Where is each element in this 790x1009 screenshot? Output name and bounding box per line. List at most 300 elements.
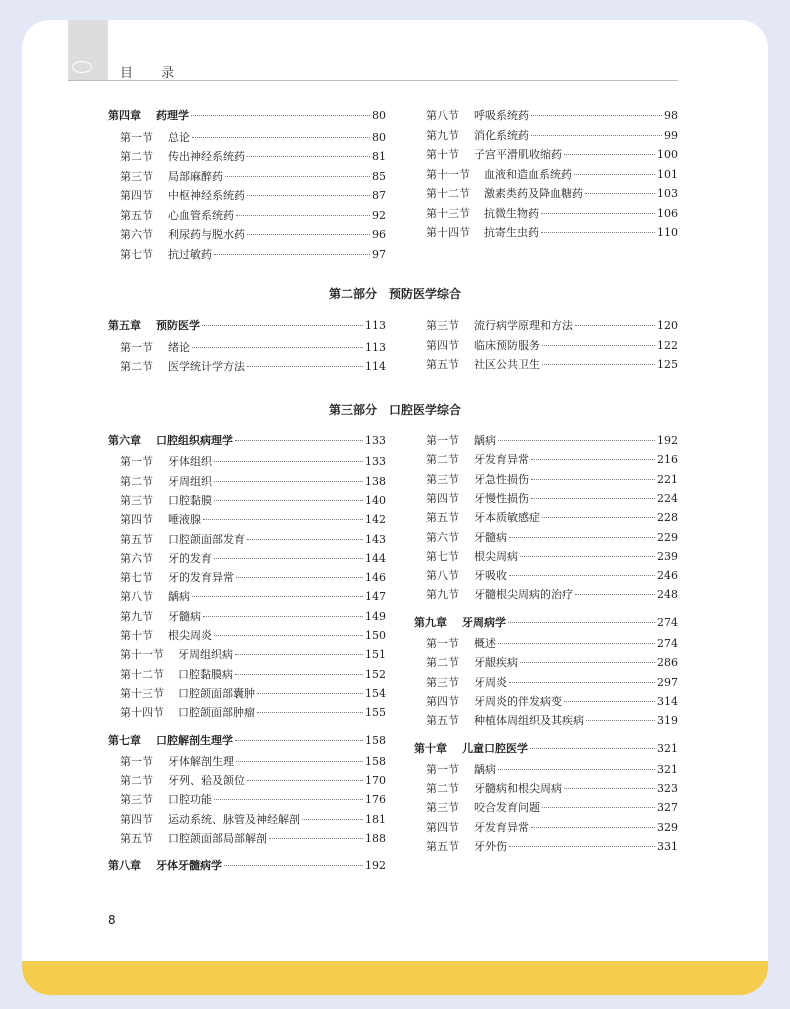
toc-section-entry[interactable]	[426, 820, 678, 836]
toc-entry-title: 概述	[474, 637, 496, 650]
toc-entry-title: 药理学	[156, 109, 189, 122]
toc-entry-number: 第一节	[426, 637, 459, 650]
toc-dot-leader	[236, 215, 370, 216]
toc-chapter-entry[interactable]	[108, 108, 386, 124]
toc-dot-leader	[202, 325, 363, 326]
toc-entry-number: 第三节	[426, 319, 459, 332]
toc-entry-label	[120, 474, 212, 490]
toc-entry-label	[426, 357, 540, 373]
toc-section-entry[interactable]	[426, 338, 678, 354]
toc-section-entry[interactable]	[426, 472, 678, 488]
toc-entry-label	[108, 108, 189, 124]
toc-entry-title: 牙髓病	[168, 609, 201, 623]
toc-chapter-entry[interactable]	[108, 858, 386, 874]
toc-entry-page: 239	[657, 549, 678, 563]
toc-section-entry[interactable]	[120, 474, 386, 490]
toc-entry-title: 根尖周炎	[168, 629, 212, 642]
toc-entry-page: 101	[657, 167, 678, 181]
toc-dot-leader	[520, 662, 655, 663]
toc-entry-page: 96	[372, 228, 386, 241]
toc-entry-page: 151	[365, 648, 386, 662]
toc-entry-title: 牙周炎的伴发病变	[474, 694, 562, 708]
toc-entry-label	[426, 839, 507, 855]
toc-dot-leader	[225, 176, 370, 177]
toc-entry-number: 第二节	[426, 782, 459, 796]
page-card	[22, 20, 768, 995]
toc-entry-title: 预防医学	[156, 319, 200, 332]
toc-entry-number: 第十节	[120, 629, 153, 642]
toc-section-entry[interactable]	[120, 686, 386, 702]
toc-entry-page: 87	[372, 189, 386, 202]
toc-entry-number: 第八节	[426, 569, 459, 583]
toc-entry-title: 牙发育异常	[474, 820, 529, 834]
toc-entry-label	[120, 705, 255, 721]
toc-entry-title: 咬合发育问题	[474, 801, 540, 815]
toc-entry-title: 牙周炎	[474, 675, 507, 689]
toc-entry-label	[120, 647, 233, 663]
toc-section-entry[interactable]	[120, 359, 386, 375]
toc-section-entry[interactable]	[120, 667, 386, 683]
toc-dot-leader	[257, 712, 363, 713]
toc-entry-label	[120, 686, 255, 702]
toc-entry-title: 牙体组织	[168, 455, 212, 469]
toc-dot-leader	[247, 539, 363, 540]
toc-entry-number: 第五节	[426, 714, 459, 728]
toc-entry-page: 106	[657, 206, 678, 220]
toc-section-entry[interactable]	[426, 318, 678, 334]
toc-entry-label	[120, 188, 245, 204]
toc-dot-leader	[542, 517, 655, 518]
toc-entry-title: 牙周组织病	[178, 648, 233, 662]
toc-entry-page: 113	[365, 340, 386, 354]
toc-dot-leader	[564, 701, 655, 702]
toc-dot-leader	[575, 594, 655, 595]
toc-section-entry[interactable]	[426, 530, 678, 546]
toc-entry-number: 第四节	[426, 491, 459, 505]
toc-section-entry[interactable]	[120, 609, 386, 625]
toc-dot-leader	[530, 748, 655, 749]
toc-entry-page: 229	[657, 530, 678, 544]
toc-entry-title: 口腔解剖生理学	[156, 733, 233, 747]
toc-entry-title: 牙的发育异常	[168, 571, 234, 585]
toc-entry-page: 321	[657, 762, 678, 776]
toc-entry-number: 第五节	[426, 358, 459, 371]
toc-entry-label	[120, 493, 212, 509]
toc-entry-page: 327	[657, 801, 678, 815]
toc-entry-title: 根尖周病	[474, 549, 518, 563]
toc-entry-page: 176	[365, 793, 386, 807]
toc-dot-leader	[236, 577, 363, 578]
toc-entry-title: 牙急性损伤	[474, 472, 529, 486]
toc-entry-title: 激素类药及降血糖药	[484, 187, 583, 200]
toc-entry-number: 第十四节	[426, 226, 470, 239]
toc-entry-number: 第二节	[426, 453, 459, 467]
toc-dot-leader	[214, 500, 363, 501]
toc-section-entry[interactable]	[120, 705, 386, 721]
toc-section-entry[interactable]	[426, 587, 678, 603]
toc-entry-title: 龋病	[168, 590, 190, 604]
toc-section-entry[interactable]	[120, 754, 386, 770]
toc-entry-number: 第八节	[120, 590, 153, 604]
toc-entry-title: 种植体周组织及其疾病	[474, 714, 584, 728]
toc-section-entry[interactable]	[120, 227, 386, 243]
toc-entry-page: 319	[657, 714, 678, 728]
toc-dot-leader	[508, 622, 655, 623]
toc-section-entry[interactable]	[120, 169, 386, 185]
toc-entry-label	[414, 741, 528, 757]
toc-entry-number: 第十二节	[120, 667, 164, 681]
toc-section-entry[interactable]	[426, 206, 678, 222]
toc-entry-label	[426, 510, 540, 526]
toc-entry-page: 114	[365, 360, 386, 373]
toc-entry-page: 133	[365, 434, 386, 447]
toc-dot-leader	[498, 643, 655, 644]
toc-entry-page: 138	[365, 474, 386, 488]
toc-entry-label	[120, 130, 190, 146]
toc-dot-leader	[574, 174, 655, 175]
toc-entry-label	[120, 812, 300, 828]
toc-dot-leader	[224, 865, 363, 866]
toc-chapter-entry[interactable]	[414, 741, 678, 757]
toc-entry-number: 第九节	[426, 588, 459, 602]
toc-dot-leader	[520, 556, 655, 557]
toc-section-entry[interactable]	[120, 647, 386, 663]
toc-entry-title: 牙髓根尖周病的治疗	[474, 588, 573, 602]
toc-entry-title: 运动系统、脉管及神经解剖	[168, 812, 300, 826]
toc-dot-leader	[236, 761, 363, 762]
toc-entry-label	[426, 694, 562, 710]
toc-section-entry[interactable]	[120, 130, 386, 146]
toc-section-entry[interactable]	[120, 493, 386, 509]
header-divider	[68, 80, 678, 81]
toc-entry-number: 第七章	[108, 733, 141, 747]
toc-section-entry[interactable]	[426, 510, 678, 526]
toc-entry-label	[426, 491, 529, 507]
toc-section-entry[interactable]	[426, 167, 678, 183]
toc-entry-page: 122	[657, 338, 678, 352]
toc-entry-label	[426, 549, 518, 565]
toc-section-entry[interactable]	[120, 208, 386, 224]
toc-section-entry[interactable]	[426, 452, 678, 468]
toc-entry-page: 120	[657, 319, 678, 332]
toc-section-entry[interactable]	[120, 773, 386, 789]
toc-section-entry[interactable]	[120, 831, 386, 847]
toc-entry-title: 临床预防服务	[474, 338, 540, 352]
toc-entry-label	[426, 186, 583, 202]
book-logo-icon	[72, 61, 92, 73]
toc-dot-leader	[498, 769, 655, 770]
toc-section-entry[interactable]	[120, 512, 386, 528]
toc-entry-title: 传出神经系统药	[168, 150, 245, 163]
toc-entry-number: 第六节	[120, 551, 153, 565]
toc-entry-title: 口腔组织病理学	[156, 434, 233, 447]
toc-chapter-entry[interactable]	[414, 615, 678, 631]
toc-dot-leader	[192, 596, 363, 597]
toc-entry-title: 口腔颌面部局部解剖	[168, 832, 267, 845]
toc-entry-label	[426, 587, 573, 603]
toc-entry-number: 第四节	[426, 338, 459, 352]
toc-section-entry[interactable]	[426, 128, 678, 144]
toc-entry-page: 110	[657, 226, 678, 239]
toc-dot-leader	[214, 558, 363, 559]
toc-entry-label	[108, 318, 200, 334]
toc-entry-number: 第五节	[426, 840, 459, 853]
toc-section-entry[interactable]	[120, 149, 386, 165]
toc-entry-number: 第五节	[120, 832, 153, 845]
toc-entry-title: 牙周组织	[168, 474, 212, 488]
toc-dot-leader	[235, 740, 363, 741]
toc-section-entry[interactable]	[120, 812, 386, 828]
toc-section-entry[interactable]	[426, 225, 678, 241]
toc-entry-title: 抗微生物药	[484, 206, 539, 220]
toc-section-entry[interactable]	[426, 147, 678, 163]
toc-entry-page: 224	[657, 491, 678, 505]
toc-chapter-entry[interactable]	[108, 733, 386, 749]
toc-dot-leader	[192, 137, 370, 138]
toc-entry-title: 中枢神经系统药	[168, 189, 245, 202]
toc-section-entry[interactable]	[426, 186, 678, 202]
toc-dot-leader	[214, 461, 363, 462]
toc-chapter-entry[interactable]	[108, 318, 386, 334]
toc-entry-page: 158	[365, 733, 386, 747]
toc-entry-number: 第九节	[120, 609, 153, 623]
toc-section-entry[interactable]	[120, 247, 386, 263]
toc-entry-title: 绪论	[168, 340, 190, 354]
toc-entry-number: 第二节	[426, 656, 459, 670]
toc-entry-label	[426, 108, 529, 124]
toc-entry-number: 第十三节	[426, 206, 470, 220]
toc-entry-title: 口腔颌面部发育	[168, 532, 245, 546]
toc-entry-title: 利尿药与脱水药	[168, 228, 245, 241]
toc-entry-title: 唾液腺	[168, 513, 201, 527]
toc-entry-label	[120, 227, 245, 243]
toc-entry-page: 329	[657, 820, 678, 834]
page-header-title: 目 录	[120, 66, 187, 81]
toc-entry-title: 龋病	[474, 434, 496, 447]
toc-section-entry[interactable]	[120, 188, 386, 204]
toc-entry-label	[426, 433, 496, 449]
toc-section-entry[interactable]	[426, 636, 678, 652]
toc-section-entry[interactable]	[426, 433, 678, 449]
toc-entry-title: 消化系统药	[474, 128, 529, 142]
toc-section-entry[interactable]	[426, 762, 678, 778]
toc-entry-number: 第三节	[426, 675, 459, 689]
toc-entry-page: 80	[372, 130, 386, 144]
toc-entry-page: 125	[657, 358, 678, 371]
toc-dot-leader	[247, 156, 370, 157]
toc-section-entry[interactable]	[426, 675, 678, 691]
toc-dot-leader	[191, 115, 370, 116]
toc-entry-label	[426, 655, 518, 671]
toc-section-entry[interactable]	[426, 781, 678, 797]
toc-entry-page: 152	[365, 667, 386, 681]
toc-entry-number: 第四节	[120, 812, 153, 826]
toc-section-entry[interactable]	[426, 568, 678, 584]
toc-entry-number: 第一节	[426, 434, 459, 447]
toc-entry-number: 第三节	[426, 801, 459, 815]
toc-entry-number: 第十节	[426, 148, 459, 161]
toc-entry-number: 第三节	[120, 793, 153, 807]
toc-entry-number: 第一节	[120, 455, 153, 469]
toc-dot-leader	[203, 519, 363, 520]
toc-entry-title: 牙外伤	[474, 840, 507, 853]
toc-entry-number: 第五节	[426, 511, 459, 525]
toc-section-entry[interactable]	[426, 549, 678, 565]
toc-entry-label	[120, 359, 245, 375]
toc-section-entry[interactable]	[120, 589, 386, 605]
toc-entry-title: 口腔黏膜病	[178, 667, 233, 681]
toc-entry-label	[120, 208, 234, 224]
toc-entry-page: 81	[372, 150, 386, 163]
toc-entry-label	[120, 831, 267, 847]
footer-band	[22, 961, 768, 995]
toc-entry-number: 第十二节	[426, 187, 470, 200]
toc-entry-label	[120, 754, 234, 770]
toc-entry-label	[120, 570, 234, 586]
toc-entry-label	[120, 773, 245, 789]
toc-entry-number: 第三节	[120, 169, 153, 183]
toc-entry-page: 192	[365, 859, 386, 873]
toc-dot-leader	[509, 537, 655, 538]
toc-entry-page: 297	[657, 675, 678, 689]
toc-dot-leader	[531, 459, 655, 460]
toc-entry-label	[426, 452, 529, 468]
toc-entry-page: 155	[365, 706, 386, 720]
toc-dot-leader	[531, 479, 655, 480]
toc-entry-label	[120, 667, 233, 683]
toc-entry-title: 牙体解剖生理	[168, 754, 234, 768]
toc-entry-label	[108, 733, 233, 749]
toc-dot-leader	[192, 347, 363, 348]
toc-entry-label	[108, 433, 233, 449]
toc-section-entry[interactable]	[426, 108, 678, 124]
toc-section-entry[interactable]	[426, 694, 678, 710]
page-number: 8	[108, 913, 116, 927]
toc-entry-label	[426, 675, 507, 691]
toc-entry-number: 第九节	[426, 128, 459, 142]
toc-dot-leader	[257, 693, 363, 694]
toc-section-entry[interactable]	[120, 628, 386, 644]
toc-entry-title: 牙发育异常	[474, 453, 529, 467]
toc-entry-page: 92	[372, 208, 386, 222]
toc-dot-leader	[214, 635, 363, 636]
toc-section-entry[interactable]	[120, 340, 386, 356]
toc-dot-leader	[531, 115, 662, 116]
toc-entry-title: 社区公共卫生	[474, 358, 540, 371]
toc-dot-leader	[214, 799, 363, 800]
toc-entry-title: 子宫平滑肌收缩药	[474, 148, 562, 161]
toc-entry-number: 第九章	[414, 615, 447, 629]
toc-entry-title: 牙龈疾病	[474, 656, 518, 670]
toc-entry-label	[426, 128, 529, 144]
toc-entry-page: 323	[657, 782, 678, 796]
toc-entry-title: 牙本质敏感症	[474, 511, 540, 525]
toc-dot-leader	[247, 780, 363, 781]
toc-dot-leader	[247, 195, 370, 196]
toc-dot-leader	[203, 616, 363, 617]
toc-entry-label	[120, 609, 201, 625]
toc-entry-label	[120, 551, 212, 567]
toc-entry-page: 140	[365, 493, 386, 507]
toc-entry-label	[426, 318, 573, 334]
toc-section-entry[interactable]	[426, 655, 678, 671]
toc-section-entry[interactable]	[426, 800, 678, 816]
toc-section-entry[interactable]	[120, 792, 386, 808]
toc-dot-leader	[269, 838, 363, 839]
part-heading-preventive: 第二部分 预防医学综合	[328, 287, 461, 301]
toc-dot-leader	[531, 498, 655, 499]
toc-entry-label	[426, 800, 540, 816]
toc-entry-page: 331	[657, 840, 678, 853]
toc-entry-page: 80	[372, 109, 386, 122]
toc-entry-page: 144	[365, 551, 386, 565]
toc-entry-title: 牙慢性损伤	[474, 491, 529, 505]
toc-entry-number: 第八章	[108, 859, 141, 873]
toc-dot-leader	[302, 819, 363, 820]
toc-entry-page: 99	[664, 128, 678, 142]
toc-section-entry[interactable]	[426, 713, 678, 729]
toc-entry-number: 第二节	[120, 150, 153, 163]
toc-entry-title: 牙体牙髓病学	[156, 859, 222, 873]
toc-entry-label	[120, 792, 212, 808]
toc-entry-number: 第七节	[120, 571, 153, 585]
toc-entry-label	[120, 589, 190, 605]
toc-section-entry[interactable]	[426, 491, 678, 507]
toc-dot-leader	[509, 682, 655, 683]
toc-entry-page: 133	[365, 455, 386, 469]
toc-entry-title: 牙周病学	[462, 615, 506, 629]
toc-chapter-entry[interactable]	[108, 433, 386, 449]
toc-entry-label	[120, 454, 212, 470]
toc-entry-number: 第五节	[120, 532, 153, 546]
toc-dot-leader	[542, 345, 655, 346]
toc-dot-leader	[509, 575, 655, 576]
toc-entry-number: 第十三节	[120, 686, 164, 700]
toc-entry-title: 牙列、𬌗及颌位	[168, 774, 245, 788]
toc-dot-leader	[498, 440, 655, 441]
toc-entry-title: 牙的发育	[168, 551, 212, 565]
toc-section-entry[interactable]	[426, 357, 678, 373]
toc-entry-label	[426, 762, 496, 778]
toc-entry-page: 143	[365, 532, 386, 546]
toc-section-entry[interactable]	[120, 532, 386, 548]
toc-entry-page: 188	[365, 832, 386, 845]
toc-entry-number: 第十一节	[426, 167, 470, 181]
toc-entry-title: 口腔功能	[168, 793, 212, 807]
toc-dot-leader	[542, 364, 655, 365]
toc-entry-title: 牙吸收	[474, 569, 507, 583]
toc-entry-title: 呼吸系统药	[474, 109, 529, 122]
toc-entry-label	[426, 167, 572, 183]
toc-entry-label	[120, 628, 212, 644]
toc-entry-number: 第六章	[108, 434, 141, 447]
toc-entry-label	[426, 472, 529, 488]
toc-section-entry[interactable]	[426, 839, 678, 855]
toc-entry-number: 第七节	[120, 247, 153, 261]
toc-section-entry[interactable]	[120, 551, 386, 567]
toc-entry-page: 286	[657, 656, 678, 670]
toc-entry-label	[414, 615, 506, 631]
toc-entry-number: 第十章	[414, 741, 447, 755]
toc-dot-leader	[541, 232, 655, 233]
toc-section-entry[interactable]	[120, 570, 386, 586]
toc-entry-label	[120, 149, 245, 165]
toc-entry-label	[426, 225, 539, 241]
toc-entry-title: 牙髓病	[474, 530, 507, 544]
toc-section-entry[interactable]	[120, 454, 386, 470]
toc-entry-page: 274	[657, 615, 678, 629]
toc-entry-number: 第二节	[120, 474, 153, 488]
